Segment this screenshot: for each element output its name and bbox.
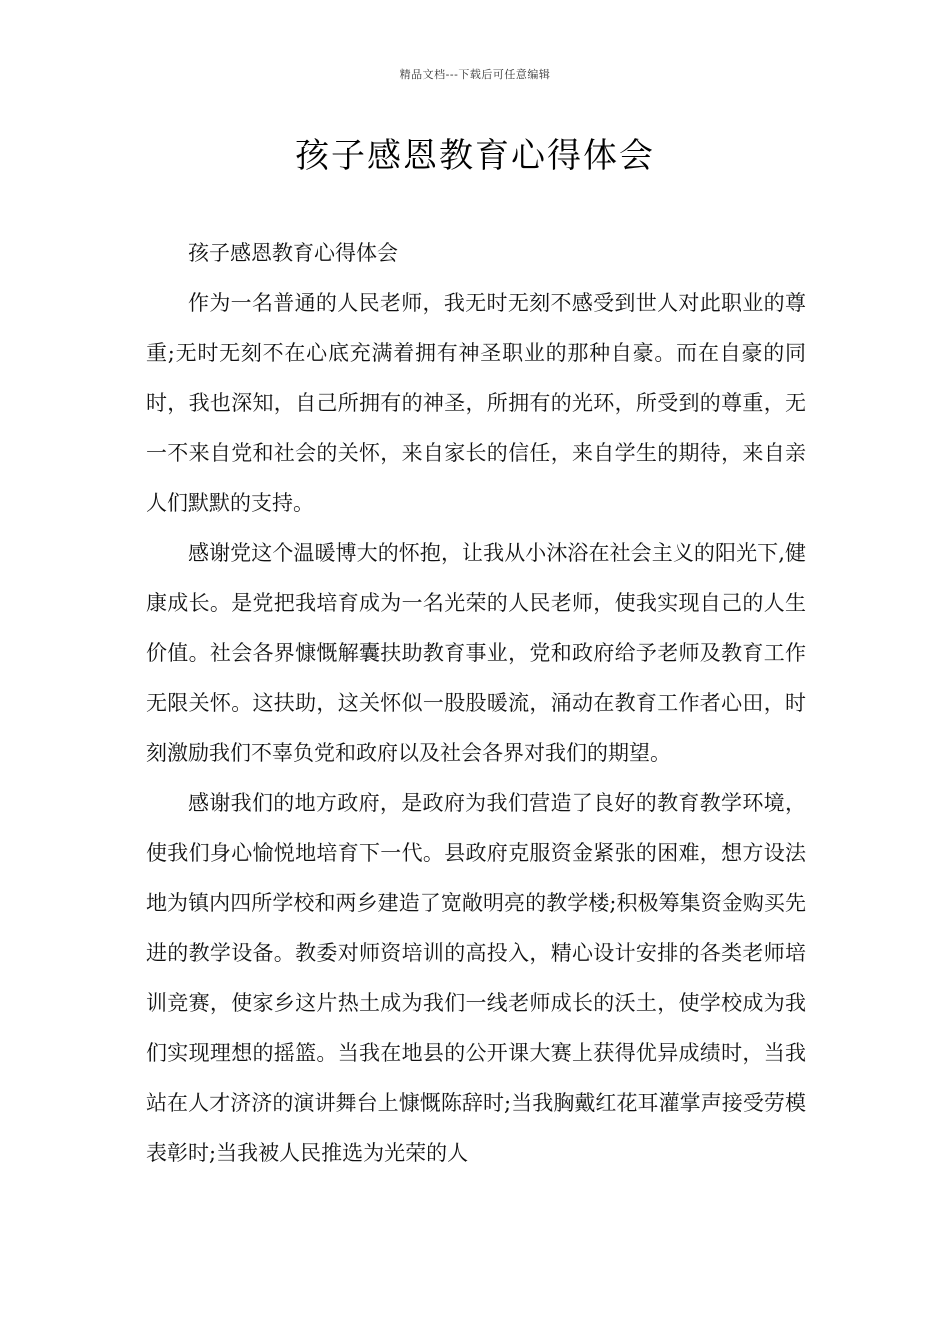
paragraph: 作为一名普通的人民老师，我无时无刻不感受到世人对此职业的尊重;无时无刻不在心底充满着拥有神圣职业的那种自豪。而在自豪的同时，我也深知，自己所拥有的神圣，所拥有的光环，所受到的尊重，无一不来自党和社会的关怀，来自家长的信任，来自学生的期待，来自亲人们默默的支持。: [146, 291, 806, 515]
paragraph: 感谢我们的地方政府，是政府为我们营造了良好的教育教学环境，使我们身心愉悦地培育下一代。县政府克服资金紧张的困难，想方设法地为镇内四所学校和两乡建造了宽敞明亮的教学楼;积极筹集资金购买先进的教学设备。教委对师资培训的高投入，精心设计安排的各类老师培训竞赛，使家乡这片热土成为我们一线老师成长的沃土，使学校成为我们实现理想的摇篮。当我在地县的公开课大赛上获得优异成绩时，当我站在人才济济的演讲舞台上慷慨陈辞时;当我胸戴红花耳灌掌声接受劳模表彰时;当我被人民推选为光荣的人: [146, 791, 806, 1165]
paragraph: 感谢党这个温暖博大的怀抱，让我从小沐浴在社会主义的阳光下,健康成长。是党把我培育成为一名光荣的人民老师，使我实现自己的人生价值。社会各界慷慨解囊扶助教育事业，党和政府给予老师及教育工作无限关怀。这扶助，这关怀似一股股暖流，涌动在教育工作者心田，时刻激励我们不辜负党和政府以及社会各界对我们的期望。: [146, 541, 806, 765]
paragraph-subtitle: 孩子感恩教育心得体会: [188, 241, 398, 265]
document-title: 孩子感恩教育心得体会: [295, 136, 655, 176]
header-note: 精品文档---下载后可任意编辑: [399, 68, 551, 81]
document-body: [146, 228, 806, 1178]
